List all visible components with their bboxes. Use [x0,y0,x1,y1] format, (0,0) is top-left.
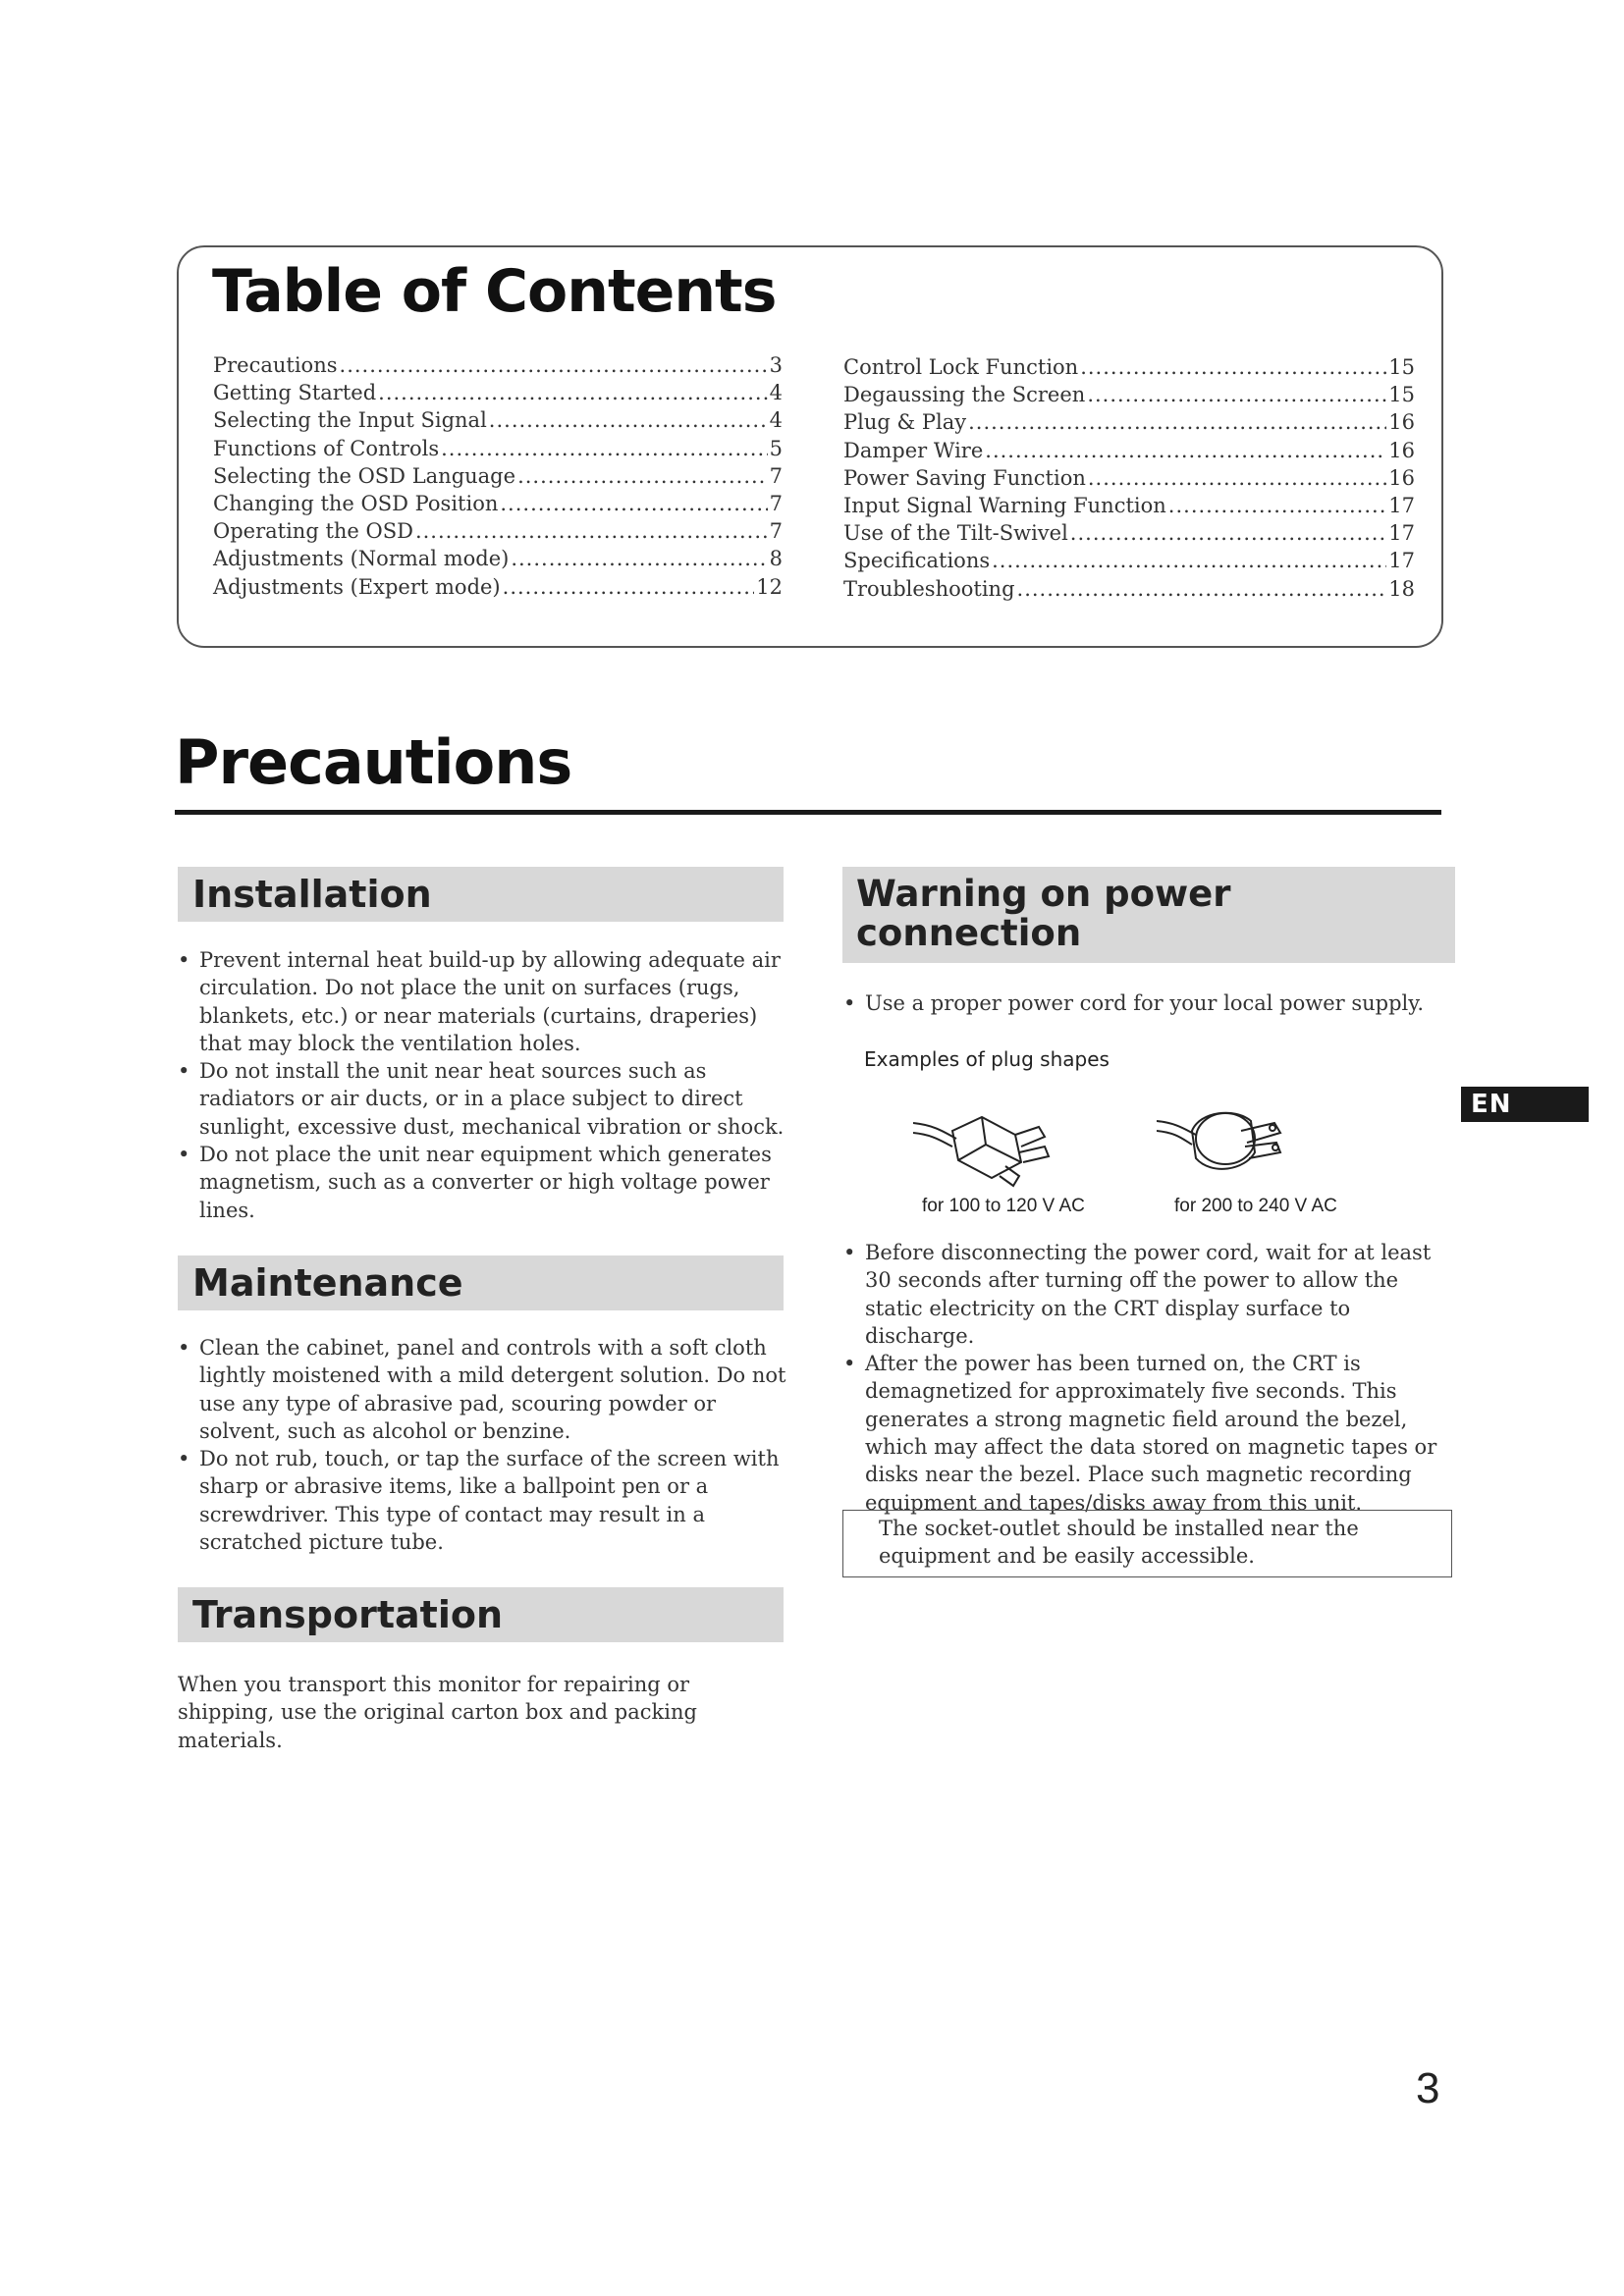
toc-entry-page: 12 [756,574,783,599]
toc-entry[interactable] [843,464,1415,492]
toc-entry-page: 16 [1388,465,1415,490]
toc-entry-page: 7 [769,519,783,544]
toc-entry-label: Damper Wire [843,438,984,462]
power-warning-list [843,1239,1452,1517]
toc-leader-dots [500,490,767,517]
page-title: Precautions [175,726,572,798]
toc-leader-dots [1168,492,1386,519]
plug-caption-100-120v: for 100 to 120 V AC [922,1196,1085,1216]
toc-entry-page: 8 [769,547,783,571]
maintenance-heading-text: Maintenance [192,1261,463,1305]
transportation-heading [178,1587,784,1642]
toc-entry-label: Input Signal Warning Function [843,493,1166,517]
toc-entry[interactable] [213,573,783,601]
toc-entry-page: 7 [769,463,783,488]
installation-heading [178,867,784,922]
toc-entry-page: 16 [1388,438,1415,462]
toc-entry-page: 17 [1388,493,1415,517]
toc-leader-dots [415,517,768,545]
toc-entry[interactable] [843,437,1415,464]
toc-entry-label: Specifications [843,549,991,573]
transportation-text: When you transport this monitor for repairing or shipping, use the original carton box and packing materials. [178,1673,697,1752]
toc-entry-label: Use of the Tilt-Swivel [843,521,1068,546]
toc-entry[interactable] [843,353,1415,381]
toc-leader-dots [378,379,767,406]
toc-leader-dots [1070,519,1386,547]
toc-entry[interactable] [843,408,1415,436]
toc-left-column [213,351,783,601]
toc-entry-page: 4 [769,408,783,433]
plug-caption-200-240v: for 200 to 240 V AC [1174,1196,1337,1216]
toc-entry-label: Operating the OSD [213,519,413,544]
toc-entry[interactable] [843,519,1415,547]
toc-entry[interactable] [213,406,783,434]
toc-entry-label: Getting Started [213,381,377,405]
toc-entry-page: 4 [769,381,783,405]
toc-title: Table of Contents [212,257,777,326]
toc-entry[interactable] [213,462,783,490]
toc-leader-dots [985,437,1386,464]
toc-entry-page: 17 [1388,521,1415,546]
toc-leader-dots [503,573,755,601]
list-item: • Use a proper power cord for your local power supply. [843,989,1452,1017]
list-item: • Clean the cabinet, panel and controls with a soft cloth lightly moistened with a mild detergent solution. Do not use any type of abrasive pad, scouring powder or solvent, such as alcohol or benzine. [178,1334,786,1445]
toc-entry[interactable] [213,379,783,406]
toc-entry-label: Changing the OSD Position [213,491,499,515]
toc-entry-label: Troubleshooting [843,576,1015,601]
plug-us-icon [913,1092,1110,1190]
toc-entry-page: 5 [769,436,783,460]
toc-leader-dots [489,406,768,434]
toc-leader-dots [1017,575,1387,603]
installation-heading-text: Installation [192,873,432,916]
title-divider [175,810,1441,815]
maintenance-heading [178,1255,784,1310]
warning-heading-line2: connection [856,912,1082,954]
list-item: • Do not place the unit near equipment which generates magnetism, such as a converter or high voltage power lines. [178,1141,786,1224]
toc-entry-page: 16 [1388,410,1415,435]
toc-entry-label: Adjustments (Normal mode) [213,547,510,571]
toc-entry-label: Precautions [213,353,338,377]
toc-entry-page: 18 [1388,576,1415,601]
list-item: • After the power has been turned on, the CRT is demagnetized for approximately five seconds. This generates a strong magnetic field around the bezel, which may affect the data stored on magnetic tapes or disks near the bezel. Place such magnetic recording equipment and tapes/disks away from this unit. [843,1350,1452,1517]
language-tab: EN [1461,1087,1589,1122]
toc-entry-label: Power Saving Function [843,465,1086,490]
list-item: • Prevent internal heat build-up by allowing adequate air circulation. Do not place the unit on surfaces (rugs, blankets, etc.) or near materials (curtains, draperies) that may block the ventilation holes. [178,946,786,1057]
page-number: 3 [1416,2064,1440,2112]
power-cord-list [843,989,1452,1017]
toc-entry[interactable] [213,490,783,517]
toc-right-column [843,353,1415,603]
toc-leader-dots [1088,464,1386,492]
warning-heading-line1: Warning on power [856,873,1231,915]
toc-entry-page: 15 [1388,355,1415,379]
toc-entry[interactable] [843,381,1415,408]
toc-entry[interactable] [213,545,783,572]
toc-leader-dots [1087,381,1386,408]
toc-entry-label: Adjustments (Expert mode) [213,574,501,599]
toc-entry-label: Plug & Play [843,410,967,435]
toc-entry-label: Degaussing the Screen [843,383,1086,407]
toc-entry[interactable] [213,351,783,379]
toc-entry-label: Selecting the OSD Language [213,463,516,488]
toc-leader-dots [968,408,1386,436]
transportation-heading-text: Transportation [192,1593,504,1636]
toc-entry[interactable] [843,547,1415,574]
toc-entry-label: Functions of Controls [213,436,440,460]
toc-entry[interactable] [213,517,783,545]
installation-list [178,946,786,1224]
toc-leader-dots [992,547,1386,574]
toc-entry-label: Control Lock Function [843,355,1079,379]
list-item: • Do not rub, touch, or tap the surface of the screen with sharp or abrasive items, like a ballpoint pen or a screwdriver. This type of contact may result in a scratched picture tube. [178,1445,786,1556]
toc-entry-label: Selecting the Input Signal [213,408,487,433]
toc-entry[interactable] [843,492,1415,519]
plug-eu-icon [1157,1092,1353,1190]
toc-leader-dots [1080,353,1386,381]
toc-leader-dots [441,435,768,462]
plug-shapes-heading: Examples of plug shapes [864,1047,1110,1071]
toc-entry-page: 17 [1388,549,1415,573]
toc-entry-page: 3 [769,353,783,377]
toc-leader-dots [511,545,767,572]
toc-entry-page: 15 [1388,383,1415,407]
toc-entry[interactable] [213,435,783,462]
toc-leader-dots [340,351,768,379]
toc-entry-page: 7 [769,491,783,515]
toc-entry[interactable] [843,575,1415,603]
warning-heading [842,867,1455,963]
list-item: • Do not install the unit near heat sources such as radiators or air ducts, or in a place subject to direct sunlight, excessive dust, mechanical vibration or shock. [178,1057,786,1141]
list-item: • Before disconnecting the power cord, wait for at least 30 seconds after turning off the power to allow the static electricity on the CRT display surface to discharge. [843,1239,1452,1350]
toc-leader-dots [517,462,768,490]
maintenance-list [178,1334,786,1556]
socket-outlet-notice: The socket-outlet should be installed near the equipment and be easily accessible. [842,1510,1452,1577]
